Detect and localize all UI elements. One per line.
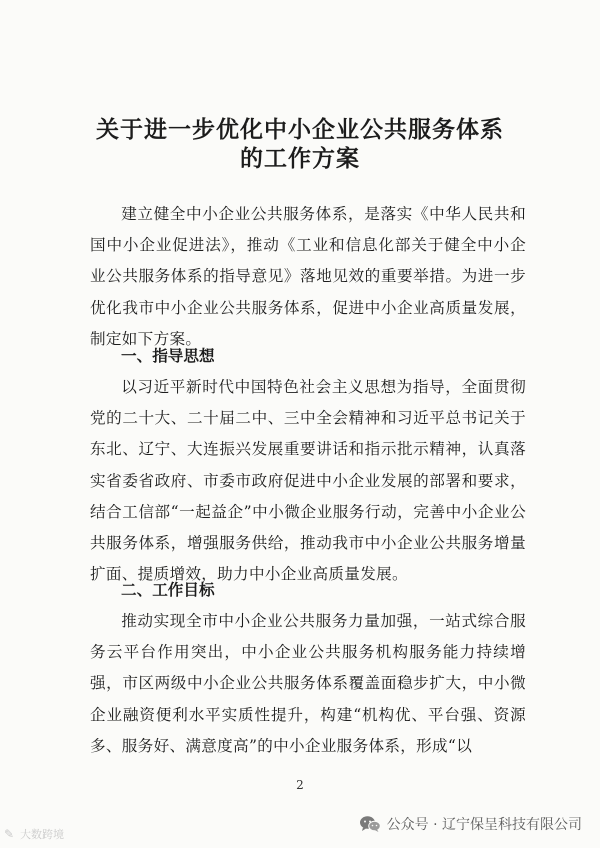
- wechat-icon: [359, 815, 381, 833]
- section-body-guiding-ideology: 以习近平新时代中国特色社会主义思想为指导，全面贯彻党的二十大、二十届二中、三中全会精神和习近平总书记关于东北、辽宁、大连振兴发展重要讲话和指示批示精神，认真落实省委省政府、市委市政府促进中小企业发展的部署和要求，结合工信部“一起益企”中小微企业服务行动，完善中小企业公共服务体系，增强服务供给，推动我市中小企业公共服务增量扩面、提质增效，助力中小企业高质量发展。: [90, 378, 526, 584]
- section-heading-guiding-ideology: 一、指导思想: [121, 347, 215, 365]
- watermark-right-text: 公众号 · 辽宁保呈科技有限公司: [386, 817, 582, 833]
- page-number: 2: [296, 778, 304, 792]
- brand-icon: ✎: [4, 827, 15, 841]
- document-title-line-1: 关于进一步优化中小企业公共服务体系: [96, 117, 504, 143]
- document-title-line-2: 的工作方案: [240, 146, 360, 172]
- watermark-left: [4, 826, 64, 842]
- section-heading-work-goals: 二、工作目标: [121, 581, 215, 599]
- watermark-right: [359, 814, 582, 834]
- intro-paragraph: 建立健全中小企业公共服务体系，是落实《中华人民共和国中小企业促进法》，推动《工业和信息化部关于健全中小企业公共服务体系的指导意见》落地见效的重要举措。为进一步优化我市中小企业公共服务体系，促进中小企业高质量发展，制定如下方案。: [90, 205, 526, 348]
- watermark-left-text: 大数跨境: [20, 828, 64, 841]
- section-body-work-goals: 推动实现全市中小企业公共服务力量加强，一站式综合服务云平台作用突出，中小企业公共服务机构服务能力持续增强，市区两级中小企业公共服务体系覆盖面稳步扩大，中小微企业融资便利水平实质性提升，构建“机构优、平台强、资源多、服务好、满意度高”的中小企业服务体系，形成“以: [90, 612, 526, 755]
